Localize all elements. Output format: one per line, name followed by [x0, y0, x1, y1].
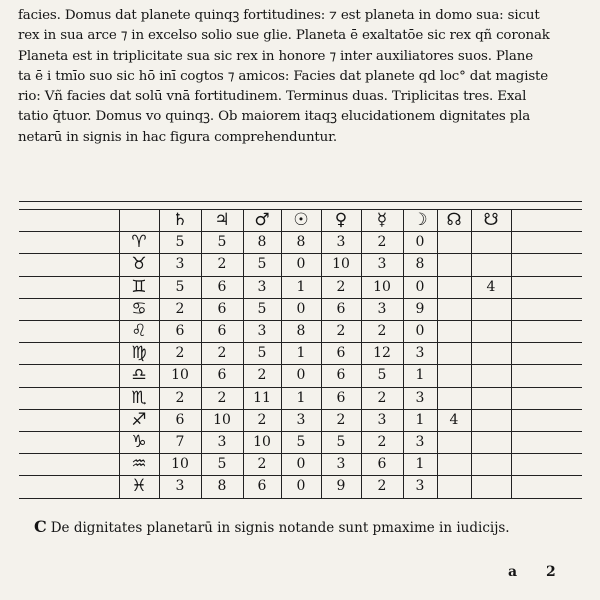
dignity-value-cell: 3 [336, 234, 346, 251]
dignity-value-cell: 6 [257, 478, 267, 495]
dignity-value-cell: 2 [217, 389, 227, 406]
dignity-value-cell: 9 [415, 300, 425, 317]
dignity-value-cell: 1 [415, 456, 425, 473]
dignity-value-cell: 6 [175, 411, 185, 428]
zodiac-sign-cell: ♓ [131, 476, 147, 497]
dignity-value-cell: 5 [175, 234, 185, 251]
dignity-value-cell: 1 [296, 345, 306, 362]
planet-symbol-header: ☿ [376, 210, 388, 230]
dignity-value-cell: 8 [296, 323, 306, 339]
table-caption [34, 516, 574, 539]
dignity-value-cell [471, 475, 511, 497]
dignity-value-cell: 3 [377, 256, 387, 273]
dignity-value-cell: 5 [175, 278, 185, 295]
dignity-value-cell: 2 [257, 411, 267, 428]
show-through-text-bottom [18, 538, 588, 578]
text-line: Planeta est in triplicitate sua sic rex in honore ⁊ inter auxiliatores suos. Plane [18, 48, 533, 64]
dignity-value-cell: 3 [415, 478, 425, 495]
caption-text: De dignitates planetarū in signis notande sunt pmaxime in iudicijs. [50, 520, 510, 536]
dignity-value-cell: 3 [296, 411, 306, 428]
dignity-value-cell: 0 [415, 234, 425, 251]
dignity-value-cell: 6 [336, 389, 346, 406]
dignity-value-cell [471, 298, 511, 320]
dignity-value-cell [437, 320, 471, 342]
dignity-value-cell [437, 364, 471, 386]
dignity-value-cell [437, 387, 471, 409]
dignity-value-cell: 2 [336, 278, 346, 295]
dignity-value-cell [437, 231, 471, 253]
dignity-value-cell: 12 [373, 345, 391, 362]
dignity-value-cell: 2 [377, 434, 387, 450]
dignity-value-cell: 1 [296, 389, 306, 406]
dignity-value-cell: 1 [296, 278, 306, 295]
dignity-value-cell [437, 253, 471, 275]
dignity-value-cell: 10 [253, 434, 271, 450]
planet-symbol-header: ☋ [483, 210, 499, 230]
planet-symbol-header: ♃ [214, 210, 230, 230]
dignity-value-cell: 0 [296, 367, 306, 384]
text-line: tatio q̄tuor. Domus vo quinqꝫ. Ob maiorem itaqꝫ elucidationem dignitates pla [18, 109, 531, 125]
dignity-value-cell: 2 [175, 345, 185, 362]
dignity-value-cell: 2 [257, 367, 267, 384]
planet-symbol-header: ☉ [293, 210, 309, 230]
dignity-value-cell: 3 [415, 345, 425, 362]
dignity-value-cell [471, 342, 511, 364]
dignity-value-cell: 5 [257, 345, 267, 362]
dignity-value-cell: 10 [332, 256, 350, 273]
dignity-value-cell: 3 [415, 434, 425, 450]
zodiac-sign-cell: ♈ [131, 232, 147, 253]
planet-symbol-header: ♂ [254, 210, 270, 230]
text-line: rio: Vñ facies dat solū vnā fortitudinem. Terminus duas. Triplicitas tres. Exal [18, 89, 527, 105]
dignity-value-cell: 1 [415, 411, 425, 428]
dignity-value-cell: 8 [257, 234, 267, 251]
dignity-value-cell: 2 [377, 234, 387, 251]
dignity-value-cell: 5 [377, 367, 387, 384]
dignity-value-cell: 6 [336, 367, 346, 384]
table-rule [19, 498, 582, 499]
planet-symbol-header: ☽ [412, 210, 428, 230]
dignity-value-cell: 8 [217, 478, 227, 495]
dignity-value-cell: 9 [336, 478, 346, 495]
zodiac-sign-cell: ♊ [131, 276, 147, 297]
dignity-value-cell: 1 [415, 367, 425, 384]
dignity-value-cell: 8 [415, 256, 425, 273]
dignity-value-cell: 4 [449, 411, 459, 428]
dignity-value-cell: 3 [377, 300, 387, 317]
dignity-value-cell [437, 475, 471, 497]
dignity-value-cell: 2 [377, 323, 387, 339]
dignity-value-cell [471, 387, 511, 409]
dignity-value-cell: 2 [175, 389, 185, 406]
planet-symbol-header: ♄ [172, 210, 188, 230]
dignity-value-cell: 2 [257, 456, 267, 473]
dignity-value-cell [471, 409, 511, 431]
dignity-value-cell: 6 [336, 345, 346, 362]
dignity-value-cell: 0 [415, 323, 425, 339]
text-line: netarū in signis in hac figura comprehenduntur. [18, 129, 338, 145]
dignity-value-cell [437, 276, 471, 298]
zodiac-sign-cell: ♎ [131, 365, 147, 386]
zodiac-sign-cell: ♋ [131, 298, 147, 319]
dignities-table [19, 201, 582, 498]
dignity-value-cell: 0 [296, 456, 306, 473]
dignity-value-cell [437, 431, 471, 453]
dignity-value-cell: 11 [253, 389, 271, 406]
zodiac-sign-cell: ♏ [131, 387, 147, 408]
dignity-value-cell: 10 [213, 411, 231, 428]
dignity-value-cell: 5 [296, 434, 306, 450]
dignity-value-cell [437, 298, 471, 320]
dignity-value-cell: 7 [175, 434, 185, 450]
dignity-value-cell [471, 320, 511, 342]
dignity-value-cell: 5 [336, 434, 346, 450]
dignity-value-cell: 10 [171, 456, 189, 473]
dignity-value-cell [471, 431, 511, 453]
text-line: ta ē i tmīo suo sic hō inī cogtos ⁊ amicos: Facies dat planete qd loc° dat magiste [18, 68, 549, 84]
zodiac-sign-cell: ♌ [131, 321, 147, 341]
dignity-value-cell [437, 342, 471, 364]
dignity-value-cell: 6 [217, 367, 227, 384]
dignity-value-cell [471, 253, 511, 275]
dignity-value-cell: 3 [257, 278, 267, 295]
dignity-value-cell: 5 [217, 234, 227, 251]
table-rule [19, 201, 582, 202]
dignity-value-cell: 0 [415, 278, 425, 295]
dignity-value-cell: 6 [336, 300, 346, 317]
dignity-value-cell: 5 [257, 256, 267, 273]
zodiac-sign-cell: ♑ [131, 432, 147, 452]
body-text [18, 6, 588, 148]
planet-symbol-header: ♀ [334, 210, 348, 230]
dignity-value-cell: 6 [217, 323, 227, 339]
dignity-value-cell [471, 231, 511, 253]
dignity-value-cell: 3 [336, 456, 346, 473]
dignity-value-cell: 5 [257, 300, 267, 317]
dignity-value-cell: 0 [296, 478, 306, 495]
dignity-value-cell: 3 [415, 389, 425, 406]
dignity-value-cell: 3 [377, 411, 387, 428]
dignity-value-cell: 4 [486, 278, 496, 295]
zodiac-sign-cell: ♐ [131, 409, 147, 430]
dignity-value-cell: 5 [217, 456, 227, 473]
dignity-value-cell: 2 [377, 389, 387, 406]
signature-letter: a [508, 564, 518, 580]
dignity-value-cell: 10 [373, 278, 391, 295]
zodiac-sign-cell: ♍ [131, 343, 147, 364]
planet-symbol-header: ☊ [446, 210, 462, 230]
text-line: rex in sua arce ⁊ in excelso solio sue glie. Planeta ē exaltatōe sic rex qñ coronak [18, 28, 550, 44]
zodiac-sign-cell: ♉ [131, 254, 147, 275]
dignity-value-cell: 0 [296, 256, 306, 273]
dignity-value-cell: 2 [377, 478, 387, 495]
dignity-value-cell [471, 453, 511, 475]
dignity-value-cell [437, 453, 471, 475]
dignity-value-cell [471, 364, 511, 386]
dignity-value-cell: 3 [175, 478, 185, 495]
dignity-value-cell: 3 [217, 434, 227, 450]
dignity-value-cell: 2 [175, 300, 185, 317]
dignity-value-cell: 8 [296, 234, 306, 251]
dignity-value-cell: 6 [175, 323, 185, 339]
zodiac-sign-cell: ♒ [131, 454, 147, 475]
dignity-value-cell: 3 [175, 256, 185, 273]
dignity-value-cell: 0 [296, 300, 306, 317]
dignity-value-cell: 6 [217, 278, 227, 295]
dignity-value-cell: 6 [217, 300, 227, 317]
signature-number: 2 [546, 564, 556, 580]
text-line: facies. Domus dat planete quinqꝫ fortitudines: ⁊ est planeta in domo sua: sicut [18, 8, 540, 23]
dignity-value-cell: 2 [217, 345, 227, 362]
dignity-value-cell: 2 [336, 411, 346, 428]
table-column-line [511, 209, 512, 498]
dignity-value-cell: 6 [377, 456, 387, 473]
dignity-value-cell: 10 [171, 367, 189, 384]
dignity-value-cell: 2 [336, 323, 346, 339]
dignity-value-cell: 3 [257, 323, 267, 339]
paragraph-mark: C [34, 517, 47, 536]
dignity-value-cell: 2 [217, 256, 227, 273]
